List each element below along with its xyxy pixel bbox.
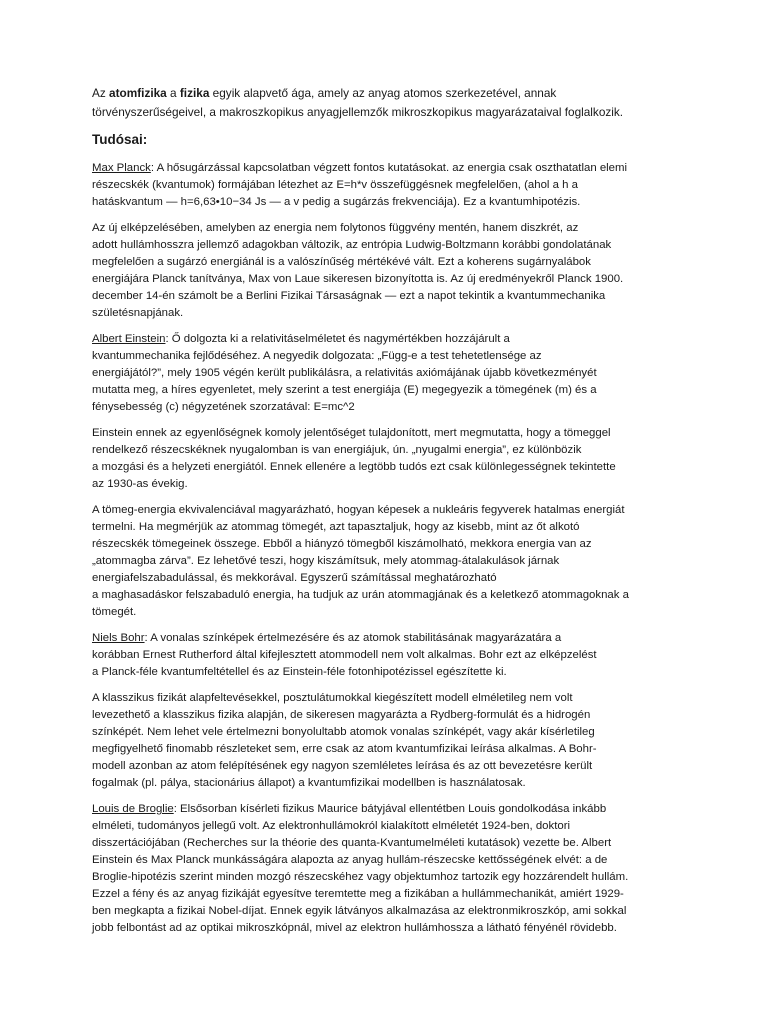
mass-line-3: részecskék tömegeinek összege. Ebből a hiányzó tömegből kiszámolható, mekkora energia van az [92, 538, 592, 550]
text: : Ő dolgozta ki a relativitáselméletet és nagymértékben hozzájárult a [165, 333, 510, 345]
planck2-line-6: születésnapjának. [92, 307, 184, 319]
text: a [166, 86, 180, 100]
text: : A vonalas színképek értelmezésére és az atomok stabilitásának magyarázatára a [144, 632, 562, 644]
planck2-line-1: Az új elképzelésében, amelyben az energia nem folytonos függvény mentén, hanem diszkrét, az [92, 222, 579, 234]
einstein2-line-2: rendelkező részecskéknek nyugalomban is van energiájuk, ún. „nyugalmi energia”, ez különbözik [92, 444, 582, 456]
broglie-line-7: ben megkapta a fizikai Nobel-díjat. Ennek egyik látványos alkalmazása az elektronmikroszkóp, ami sokkal [92, 905, 627, 917]
einstein2-line-1: Einstein ennek az egyenlőségnek komoly jelentőséget tulajdonított, mert megmutatta, hogy a tömeggel [92, 427, 611, 439]
intro-line-1 [92, 85, 556, 102]
broglie-line-4: Einstein és Max Planck munkásságára alapozta az anyag hullám-részecske kettősségének elvét: a de [92, 854, 608, 866]
broglie-line-5: Broglie-hipotézis szerint minden mozgó részecskéhez vagy objektumhoz tartozik egy hozzárendelt hullám. [92, 871, 629, 883]
einstein-line-1 [92, 331, 510, 348]
mass-line-7: tömegét. [92, 606, 137, 618]
text: : Elsősorban kísérleti fizikus Maurice bátyjával ellentétben Louis gondolkodása inkább [173, 803, 607, 815]
einstein-line-5: fénysebesség (c) négyzetének szorzatával: E=mc^2 [92, 401, 355, 413]
classic-line-4: megfigyelhető finomabb részleteket sem, erre csak az atom kvantumfizikai leírása alkalmas. A Bohr- [92, 743, 597, 755]
planck2-line-5: december 14-én számolt be a Berlini Fizikai Társaságnak — ezt a napot tekintik a kvantummechanika [92, 290, 606, 302]
classic-line-2: levezethető a klasszikus fizika alapján, de sikeresen magyarázta a Rydberg-formulát és a hidrogén [92, 709, 591, 721]
mass-line-1: A tömeg-energia ekvivalenciával magyarázható, hogyan képesek a nukleáris fegyverek hatalmas energiát [92, 504, 625, 516]
planck2-line-2: adott hullámhosszra jellemző adagokban változik, az entrópia Ludwig-Boltzmann korábbi gondolatának [92, 239, 612, 251]
scientist-name-planck: Max Planck [92, 162, 151, 174]
einstein2-line-4: az 1930-as évekig. [92, 478, 188, 490]
planck2-line-4: energiájára Planck tanítványa, Max von Laue sikeresen bizonyította is. Az új eredményekről Planck 1900. [92, 273, 624, 285]
planck-line-3: hatáskvantum — h=6,63•10−34 Js — a v pedig a sugárzás frekvenciája). Ez a kvantumhipotézis. [92, 196, 581, 208]
broglie-line-2: elméleti, tudományos jellegű volt. Az elektronhullámokról kialakított elméletét 1924-ben, doktori [92, 820, 571, 832]
broglie-line-3: disszertációjában (Recherches sur la théorie des quanta-Kvantumelméleti kutatások) vezette be. Albert [92, 837, 612, 849]
classic-line-5: modell azonban az atom felépítésének egy nagyon szemléletes leírása és az ott bevezetésre került [92, 760, 593, 772]
intro-line-2: törvényszerűségeivel, a makroszkopikus anyagjellemzők mikroszkopikus magyarázataival foglalkozik. [92, 105, 624, 119]
planck2-line-3: megfelelően a sugárzó energiánál is a valószínűség mértékévé vált. Ezt a koherens sugárnyalábok [92, 256, 591, 268]
section-heading: Tudósai: [92, 132, 148, 147]
scientist-name-de-broglie: Louis de Broglie [92, 803, 174, 815]
scientist-name-einstein: Albert Einstein [92, 333, 166, 345]
text: egyik alapvető ága, amely az anyag atomos szerkezetével, annak [209, 86, 557, 100]
mass-line-5: energiafelszabadulással, és mekkorával. Egyszerű számítással meghatározható [92, 572, 497, 584]
text: Az [92, 86, 110, 100]
planck-line-1 [92, 160, 627, 177]
classic-line-6: fogalmak (pl. pálya, stacionárius állapot) a kvantumfizikai modellben is használatosak. [92, 777, 526, 789]
bohr-line-2: korábban Ernest Rutherford által kifejlesztett atommodell nem volt alkalmas. Bohr ezt az elképzelést [92, 649, 597, 661]
scientist-name-bohr: Niels Bohr [92, 632, 145, 644]
broglie-line-6: Ezzel a fény és az anyag fizikáját egyesítve teremtette meg a fizikában a hullámmechanikát, amiért 1929- [92, 888, 624, 900]
mass-line-6: a maghasadáskor felszabaduló energia, ha tudjuk az urán atommagjának és a keletkező atommagoknak a [92, 589, 629, 601]
einstein-line-4: mutatta meg, a híres egyenletet, mely szerint a test energiája (E) megegyezik a tömegének (m) és a [92, 384, 597, 396]
bohr-line-1 [92, 630, 561, 647]
classic-line-3: színképét. Nem lehet vele értelmezni bonyolultabb atomok vonalas színképét, vagy akár kísérletileg [92, 726, 595, 738]
broglie-line-1 [92, 801, 606, 818]
bohr-line-3: a Planck-féle kvantumfeltétellel és az Einstein-féle fotonhipotézissel egészítette ki. [92, 666, 507, 678]
einstein-line-3: energiájától?”, mely 1905 végén került publikálásra, a relativitás axiómájának újabb következményét [92, 367, 597, 379]
keyword-fizika: fizika [179, 86, 210, 100]
mass-line-4: „atommagba zárva”. Ez lehetővé teszi, hogy kiszámítsuk, mely atommag-átalakulások járnak [92, 555, 560, 567]
einstein-line-2: kvantummechanika fejlődéséhez. A negyedik dolgozata: „Függ-e a test tehetetlensége az [92, 350, 542, 362]
mass-line-2: termelni. Ha megmérjük az atommag tömegét, azt tapasztaljuk, hogy az kisebb, mint az őt alkotó [92, 521, 580, 533]
classic-line-1: A klasszikus fizikát alapfeltevésekkel, posztulátumokkal kiegészített modell elméletileg nem volt [92, 692, 573, 704]
broglie-line-8: jobb felbontást ad az optikai mikroszkópnál, mivel az elektron hullámhossza a látható fényénél rövidebb. [92, 922, 617, 934]
keyword-atomfizika: atomfizika [109, 86, 167, 100]
planck-line-2: részecskék (kvantumok) formájában létezhet az E=h*v összefüggésnek megfelelően, (ahol a h a [92, 179, 578, 191]
einstein2-line-3: a mozgási és a helyzeti energiától. Ennek ellenére a legtöbb tudós ezt csak különlegességnek tekintette [92, 461, 616, 473]
text: : A hősugárzással kapcsolatban végzett fontos kutatásokat. az energia csak oszthatatlan elemi [150, 162, 628, 174]
